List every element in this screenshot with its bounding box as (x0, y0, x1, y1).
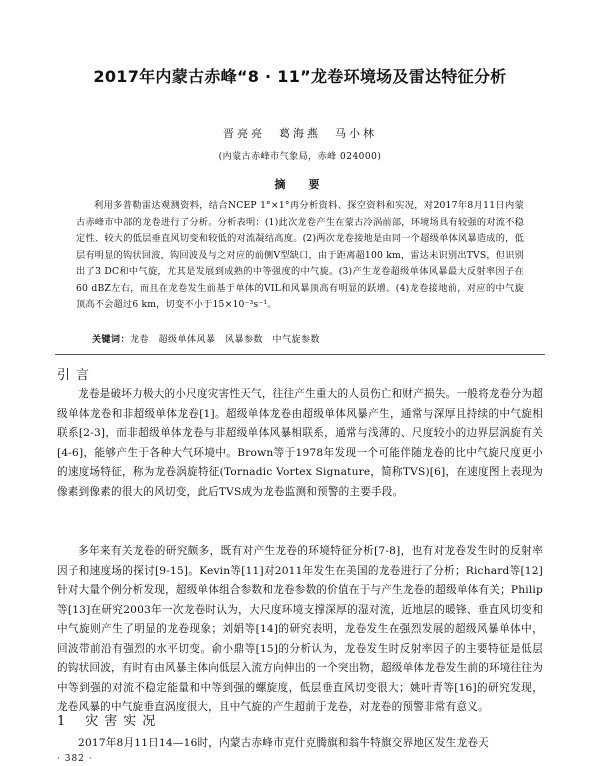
abstract-text: 利用多普勒雷达观测资料，结合NCEP 1°×1°再分析资料、探空资料和实况，对2017年8月11日内蒙古赤峰市中部的龙卷进行了分析。分析表明：(1)此次龙卷产生在蒙古冷涡前部，环境场具有较强的对流不稳定性、较大的低层垂直风切变和较低的对流凝结高度。(2)两次龙卷接地是由同一个超级单体风暴造成的，低层有明显的钩状回波，钩回波及与之对应的前侧V型缺口，由于距离超100 km，雷达未识别出TVS，但识别出了3 DC和中气旋，尤其是发展到成熟的中等强度的中气旋。(3)产生龙卷超级单体风暴最大反射率因子在60 dBZ左右，而且在龙卷发生前基于单体的VIL和风暴顶高有明显的跃增。(4)龙卷接地前，对应的中气旋顶高不会超过6 km，切变不小于15×10⁻³s⁻¹。 (76, 200, 524, 310)
section-number: 1 (57, 714, 72, 729)
section-divider (55, 354, 545, 355)
section-heading-intro: 引言 (57, 368, 96, 383)
keywords (92, 332, 320, 345)
section-label: 灾害实况 (85, 714, 162, 729)
keywords-label: 关键词： (92, 335, 131, 345)
author-list: 晋亮亮 葛海燕 马小林 (223, 127, 377, 140)
affiliation: (内蒙古赤峰市气象局，赤峰 024000) (218, 152, 382, 162)
section-heading-1 (57, 710, 161, 729)
section1-paragraph-1: 2017年8月11日14—16时，内蒙古赤峰市克什克腾旗和翁牛特旗交界地区发生龙卷天 (78, 737, 489, 749)
paper-title: 2017年内蒙古赤峰“8 · 11”龙卷环境场及雷达特征分析 (93, 67, 507, 86)
intro-paragraph-2: 多年来有关龙卷的研究颇多，既有对产生龙卷的环境特征分析[7-8]，也有对龙卷发生时的反射率因子和速度场的探讨[9-15]。Kevin等[11]对2011年发生在美国的龙卷进行了分析；Richard等[12]针对大量个例分析发现，超级单体组合参数和龙卷参数的价值在于与产生龙卷的超级单体有关；Philip等[13]在研究2003年一次龙卷时认为，大尺度环境支撑深厚的湿对流，近地层的暖锋、垂直风切变和中气旋则产生了明显的龙卷现象；刘娟等[14]的研究表明，龙卷发生在强烈发展的超级风暴单体中，回波带前沿有强烈的水平切变。俞小鼎等[15]的分析认为，龙卷发生时反射率因子的主要特征是低层的钩状回波，有时有由风暴主体向低层入流方向伸出的一个突出物，超级单体龙卷发生前的环境往往为中等到强的对流不稳定能量和中等到强的螺旋度，低层垂直风切变很大；姚叶青等[16]的研究发现，龙卷风暴的中气旋垂直涡度很大，且中气旋的产生超前于龙卷，对龙卷的预警非常有意义。 (57, 545, 543, 713)
abstract-heading: 摘 要 (274, 178, 326, 191)
keywords-items: 龙卷 超级单体风暴 风暴参数 中气旋参数 (130, 335, 321, 345)
page-number: · 382 · (57, 754, 93, 764)
intro-paragraph-1: 龙卷是破坏力极大的小尺度灾害性天气，往往产生重大的人员伤亡和财产损失。一般将龙卷分为超级单体龙卷和非超级单体龙卷[1]。超级单体龙卷由超级单体风暴产生，通常与深厚且持续的中气旋相联系[2-3]，而非超级单体龙卷与非超级单体风暴相联系，通常与浅薄的、尺度较小的边界层涡旋有关[4-6]，能够产生于各种大气环境中。Brown等于1978年发现一个可能伴随龙卷的比中气旋尺度更小的速度场特征，称为龙卷涡旋特征(Tornadic Vortex Signature，简称TVS)[6]，在速度图上表现为像素到像素的很大的风切变，此后TVS成为龙卷监测和预警的主要手段。 (57, 388, 543, 498)
